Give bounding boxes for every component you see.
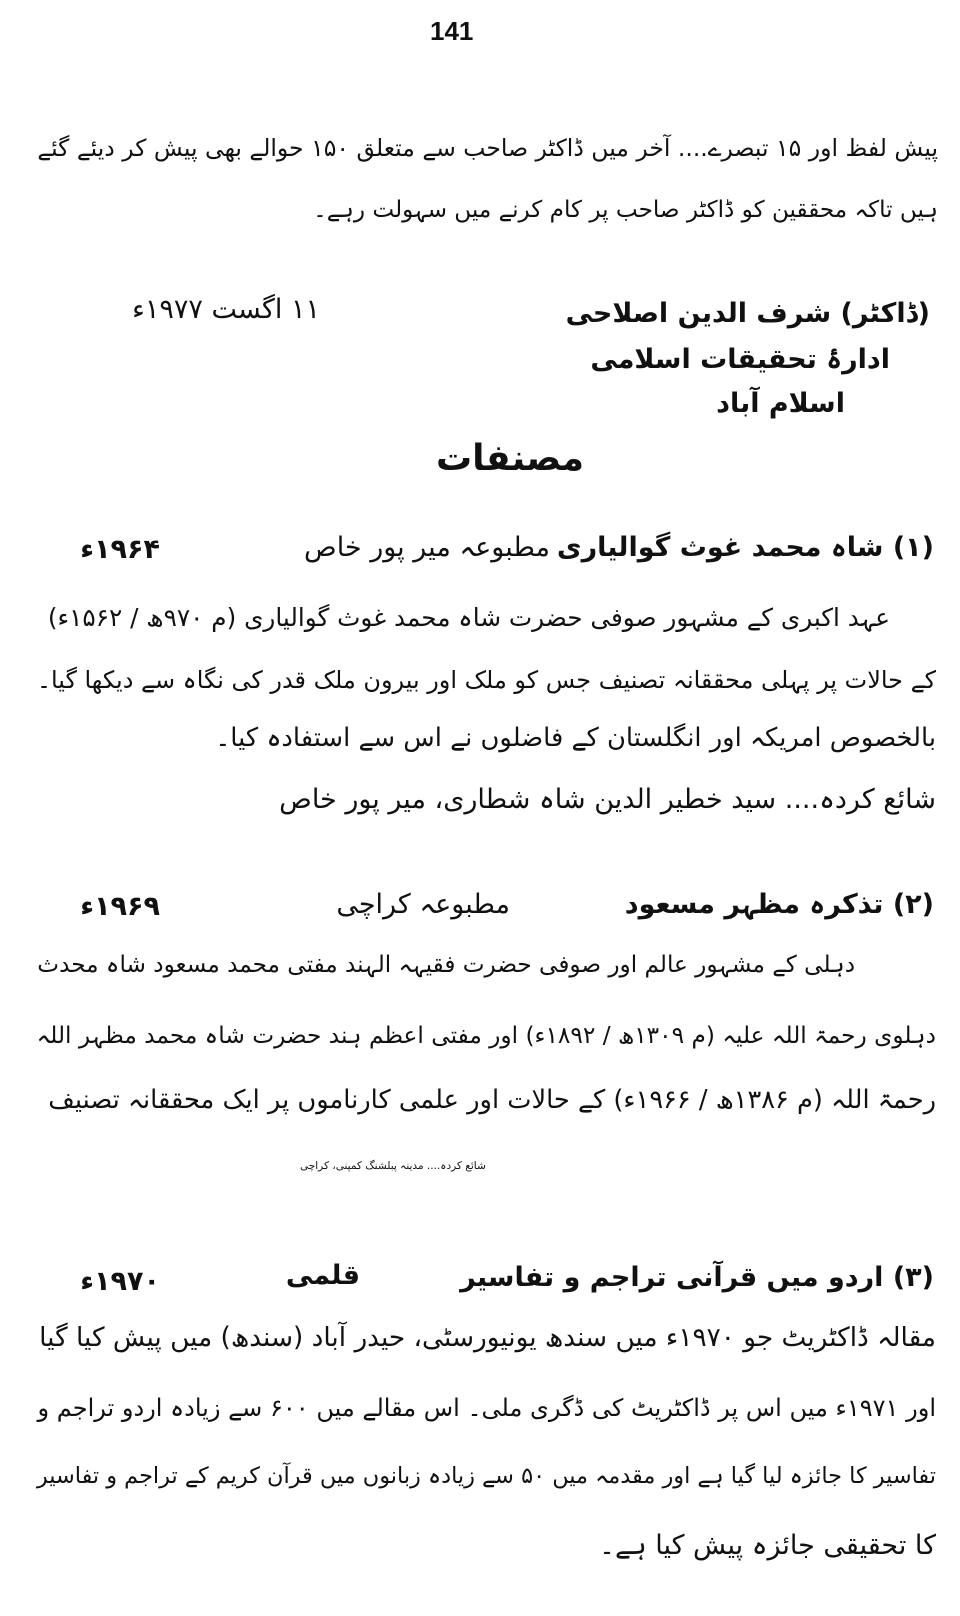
signature-institute: ادارۂ تحقیقات اسلامی: [590, 344, 890, 375]
intro-line-1: پیش لفظ اور ۱۵ تبصرے.... آخر میں ڈاکٹر صاحب سے متعلق ۱۵۰ حوالے بھی پیش کر دیئے گئے: [37, 134, 938, 162]
entry-1-line-3: بالخصوص امریکہ اور انگلستان کے فاضلوں نے اس سے استفادہ کیا۔: [215, 723, 936, 753]
entry-2-title: (۲) تذکرہ مظہر مسعود: [624, 889, 934, 920]
entry-2-line-1: دہلی کے مشہور عالم اور صوفی حضرت فقیہہ الہند مفتی محمد مسعود شاہ محدث: [37, 952, 855, 978]
signature-date: ۱۱ اگست ۱۹۷۷ء: [132, 294, 320, 325]
entry-2-line-3: رحمۃ اللہ (م ۱۳۸۶ھ / ۱۹۶۶ء) کے حالات اور علمی کارناموں پر ایک محققانہ تصنیف: [48, 1085, 936, 1115]
intro-line-2: ہیں تاکہ محققین کو ڈاکٹر صاحب پر کام کرنے میں سہولت رہے۔: [313, 197, 938, 223]
entry-2-press: مطبوعہ کراچی: [336, 889, 510, 920]
entry-2-line-4: شائع کردہ.... مدینہ پبلشنگ کمپنی، کراچی: [300, 1160, 486, 1172]
entry-1-line-2: کے حالات پر پہلی محققانہ تصنیف جس کو ملک اور بیرون ملک قدر کی نگاہ سے دیکھا گیا۔: [36, 666, 936, 694]
section-heading: مصنفات: [435, 438, 585, 479]
entry-3-year: ۱۹۷۰ء: [80, 1266, 160, 1297]
entry-3-line-3: تفاسیر کا جائزہ لیا گیا ہے اور مقدمہ میں ۵۰ سے زیادہ زبانوں میں قرآن کریم کے تراجم و تفاسیر: [36, 1463, 936, 1489]
entry-1-year: ۱۹۶۴ء: [80, 534, 160, 565]
entry-3-line-2: اور ۱۹۷۱ء میں اس پر ڈاکٹریٹ کی ڈگری ملی۔ اس مقالے میں ۶۰۰ سے زیادہ اردو تراجم و: [37, 1394, 936, 1422]
entry-3-line-4: کا تحقیقی جائزہ پیش کیا ہے۔: [599, 1530, 936, 1561]
entry-1-title: (۱) شاہ محمد غوث گوالیاری: [556, 532, 934, 563]
entry-2-year: ۱۹۶۹ء: [80, 891, 160, 922]
entry-1-line-1: عہد اکبری کے مشہور صوفی حضرت شاہ محمد غوث گوالیاری (م ۹۷۰ھ / ۱۵۶۲ء): [47, 603, 890, 632]
page-number: 141: [430, 16, 474, 46]
entry-3-line-1: مقالہ ڈاکٹریٹ جو ۱۹۷۰ء میں سندھ یونیورسٹی، حیدر آباد (سندھ) میں پیش کیا گیا: [39, 1323, 936, 1353]
entry-3-title: (۳) اردو میں قرآنی تراجم و تفاسیر: [460, 1262, 934, 1293]
signature-name: (ڈاکٹر) شرف الدین اصلاحی: [565, 298, 930, 329]
entry-1-line-4: شائع کردہ.... سید خطیر الدین شاہ شطاری، میر پور خاص: [279, 784, 936, 815]
signature-city: اسلام آباد: [716, 388, 845, 419]
entry-1-press: مطبوعہ میر پور خاص: [304, 532, 550, 563]
entry-2-line-2: دہلوی رحمۃ اللہ علیہ (م ۱۳۰۹ھ / ۱۸۹۲ء) اور مفتی اعظم ہند حضرت شاہ محمد مظہر اللہ: [36, 1022, 936, 1049]
entry-3-press: قلمی: [285, 1260, 360, 1291]
